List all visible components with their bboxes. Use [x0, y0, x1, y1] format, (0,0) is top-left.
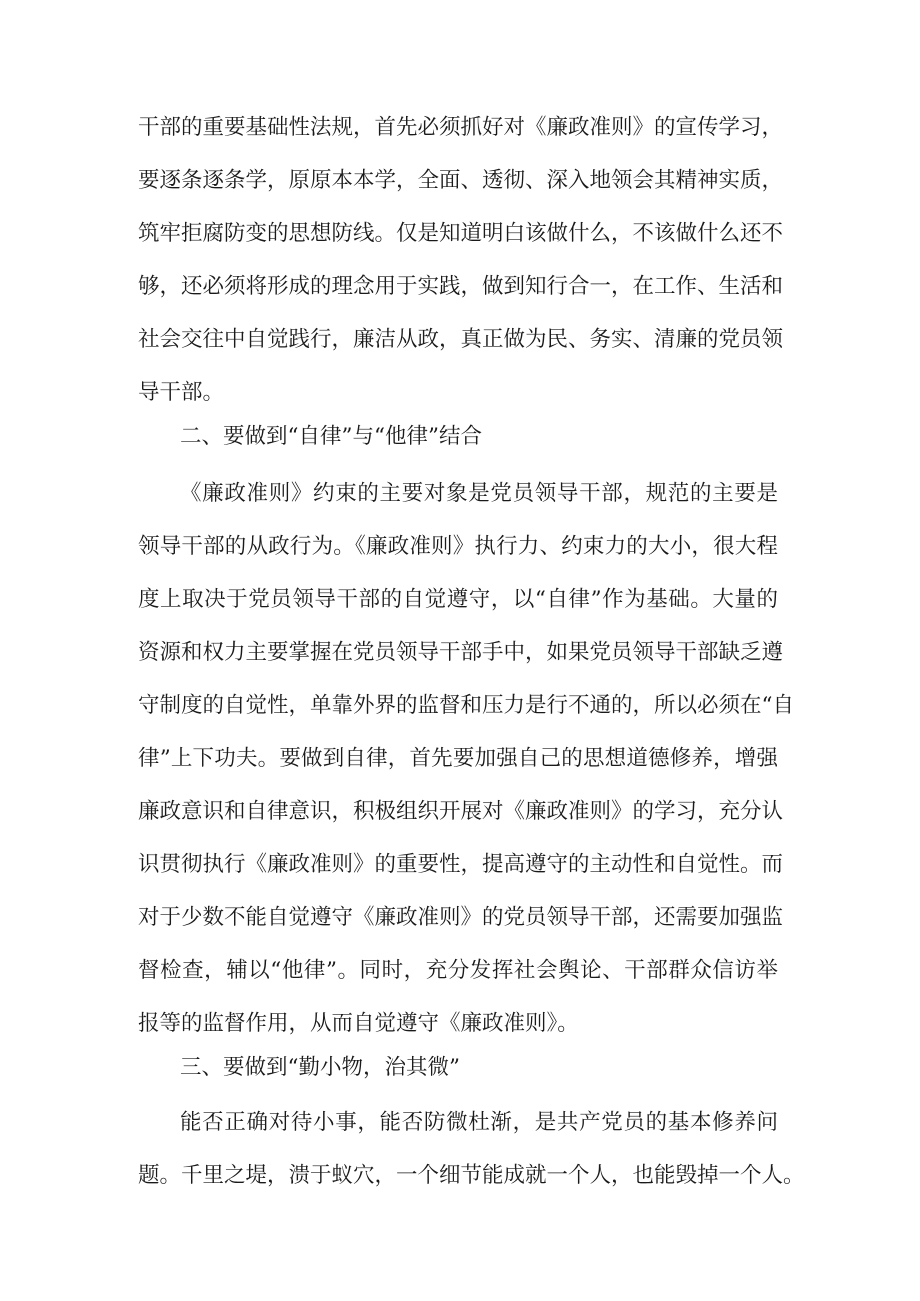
paragraph-1-line-4: 够，还必须将形成的理念用于实践，做到知行合一，在工作、生活和	[138, 274, 784, 299]
section-heading-2: 二、要做到“自律”与“他律”结合	[180, 424, 482, 449]
section-heading-3: 三、要做到“勤小物，治其微”	[180, 1055, 460, 1080]
paragraph-1-line-6: 导干部。	[138, 380, 225, 405]
paragraph-2-line-3: 度上取决于党员领导干部的自觉遵守，以“自律”作为基础。大量的	[138, 587, 778, 612]
paragraph-3-line-1: 能否正确对待小事，能否防微杜渐，是共产党员的基本修养问	[180, 1110, 778, 1135]
paragraph-3-line-2: 题。千里之堤，溃于蚁穴，一个细节能成就一个人，也能毁掉一个人。	[138, 1163, 805, 1188]
paragraph-2-line-2: 领导干部的从政行为。《廉政准则》执行力、约束力的大小，很大程	[138, 534, 778, 559]
paragraph-1-line-1: 干部的重要基础性法规，首先必须抓好对《廉政准则》的宣传学习，	[138, 115, 784, 140]
paragraph-2-line-11: 报等的监督作用，从而自觉遵守《廉政准则》。	[138, 1011, 579, 1036]
paragraph-2-line-4: 资源和权力主要掌握在党员领导干部手中，如果党员领导干部缺乏遵	[138, 640, 784, 665]
paragraph-2-line-6: 律”上下功夫。要做到自律，首先要加强自己的思想道德修养，增强	[138, 746, 778, 771]
paragraph-2-line-7: 廉政意识和自律意识，积极组织开展对《廉政准则》的学习，充分认	[138, 799, 784, 824]
paragraph-2-line-5: 守制度的自觉性，单靠外界的监督和压力是行不通的，所以必须在“自	[138, 693, 794, 718]
paragraph-1-line-5: 社会交往中自觉践行，廉洁从政，真正做为民、务实、清廉的党员领	[138, 327, 784, 352]
paragraph-1-line-3: 筑牢拒腐防变的思想防线。仅是知道明白该做什么，不该做什么还不	[138, 221, 784, 246]
paragraph-1-line-2: 要逐条逐条学，原原本本学，全面、透彻、深入地领会其精神实质，	[138, 168, 784, 193]
paragraph-2-line-9: 对于少数不能自觉遵守《廉政准则》的党员领导干部，还需要加强监	[138, 905, 784, 930]
paragraph-2-line-1: 《廉政准则》约束的主要对象是党员领导干部，规范的主要是	[180, 481, 778, 506]
paragraph-2-line-8: 识贯彻执行《廉政准则》的重要性，提高遵守的主动性和自觉性。而	[138, 852, 784, 877]
paragraph-2-line-10: 督检查，辅以“他律”。同时，充分发挥社会舆论、干部群众信访举	[138, 958, 778, 983]
